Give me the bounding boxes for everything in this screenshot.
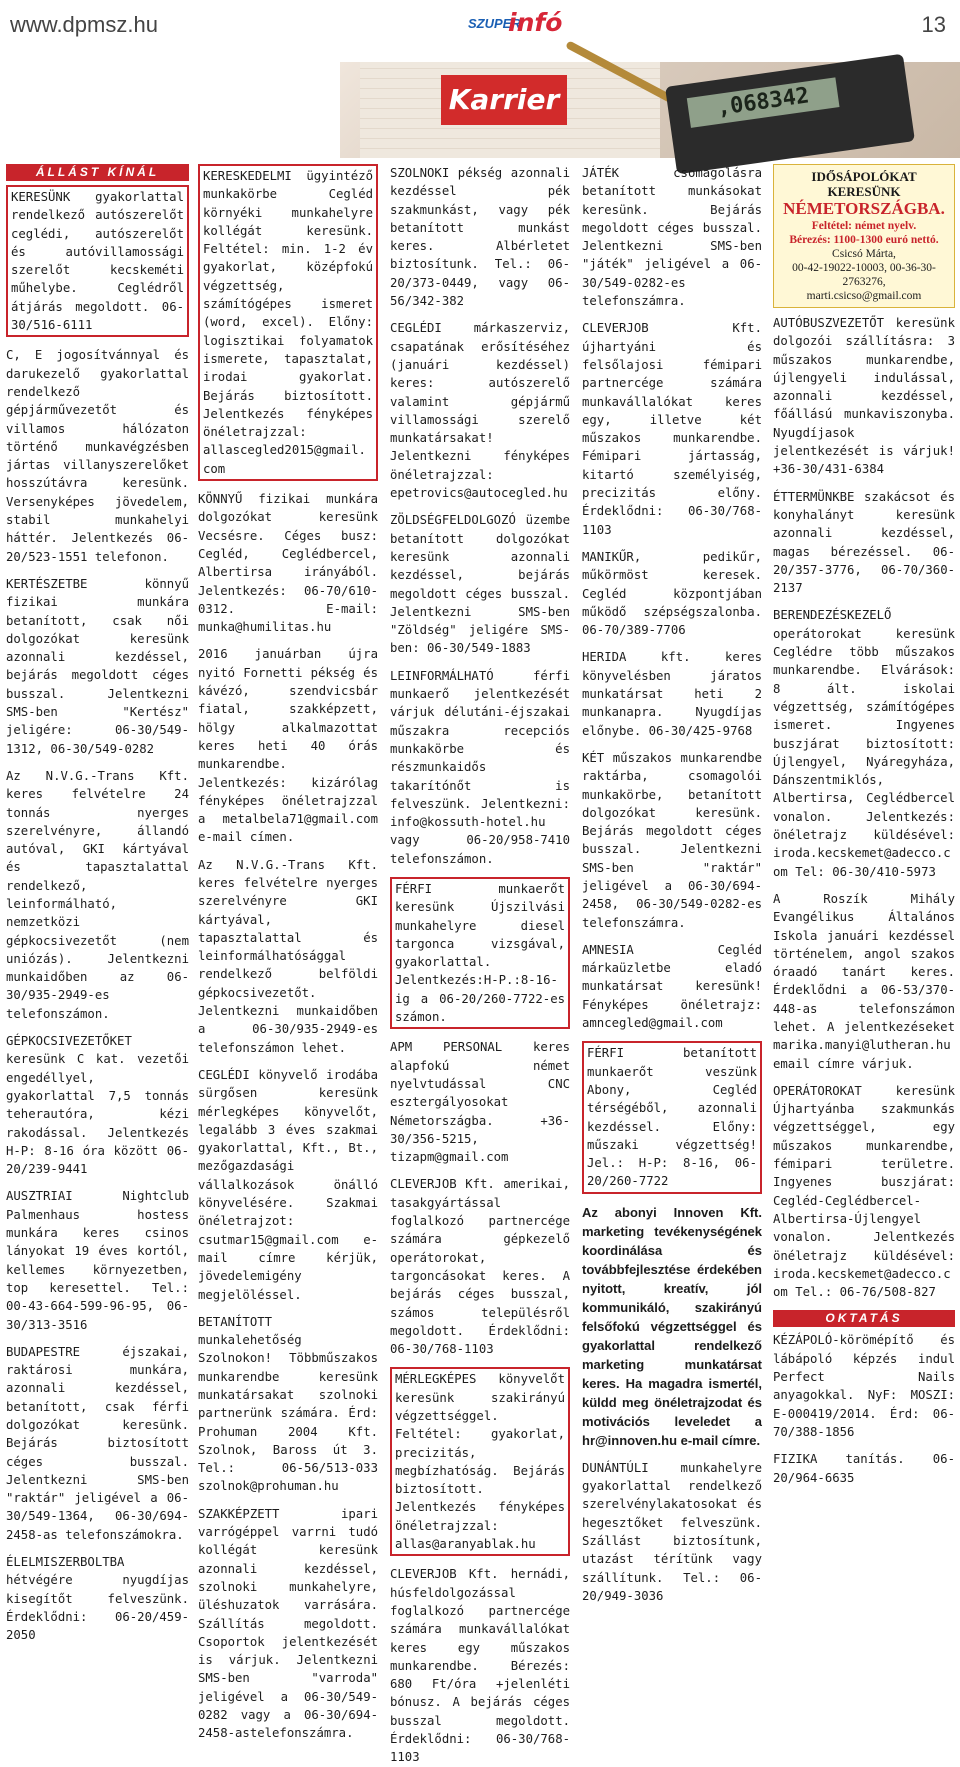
promo-condition: Feltétel: német nyelv.: [811, 220, 917, 232]
classified-ad: BUDAPESTRE éjszakai, raktárosi munkára, azonnali kezdéssel, betanított, csak férfi dolgozókat keresünk. Bejárás biztosított céges busszal. Jelentkezni SMS-ben "raktár" jeligével a 06-30/549-1364, 06-30/694-2458-as telefonszámokra.: [6, 1344, 189, 1542]
promo-contact-name: Csicsó Márta,: [832, 248, 896, 260]
column-2: [198, 164, 378, 1741]
promo-contact-email: marti.csicso@gmail.com: [806, 290, 922, 302]
brand-logo: [468, 8, 563, 38]
site-url[interactable]: www.dpmsz.hu: [10, 12, 158, 37]
classified-ad: APM PERSONAL keres alapfokú német nyelvtudással CNC esztergályosokat Németországba. +36-30/356-5215, tizapm@gmail.com: [390, 1040, 570, 1165]
classified-ad: CEGLÉDI könyvelő irodába sürgősen keresünk mérlegképes könyvelőt, legalább 3 éves szakmai gyakorlattal, Kft., Bt., mezőgazdasági vállalkozások önálló könyvelésére. Szakmai önéletrajzot: csutmar15@gmail.com e-mail címre kérjük, jövedelemigény megjelöléssel.: [198, 1067, 378, 1302]
section-banner-image: [340, 62, 960, 158]
page-header: [0, 0, 960, 50]
classified-ad: KERESKEDELMI ügyintéző munkakörbe Cegléd környéki munkahelyre kollégát keresünk. Feltétel: min. 1-2 év gyakorlat, középfokú végzettség, számítógépes ismeret (word, excel). Előny: logisztikai folyamatok ismerete, tapasztalat, irodai gyakorlat. Bejárás biztosított. Jelentkezés fényképes önéletrajzzal: allascegled2015@gmail.com: [198, 164, 378, 481]
promo-contact-phones: 00-42-19022-10003, 00-36-30-2763276,: [792, 262, 936, 288]
classified-ad: KÉT műszakos munkarendbe raktárba, csomagolói munkakörbe, betanított dolgozókat keresünk. Bejárás megoldott céges busszal. Jelentkezni SMS-ben "raktár" jeligével a 06-30/694-2458, 06-30/549-0282-es telefonszámra.: [582, 750, 762, 930]
classified-ad-featured: Az abonyi Innoven Kft. marketing tevékenységének koordinálása és továbbfejlesztése érdekében nyitott, kreatív, jól kommunikáló, szakirányú felsőfokú végzettséggel és gyakorlattal rendelkező marketing munkatársat keres. Ha magadra ismertél, küldd meg önéletrajzodat és motivációs leveledet a hr@innoven.hu e-mail címre.: [582, 1204, 762, 1448]
classified-ad: Az N.V.G.-Trans Kft. keres felvételre nyerges szerelvényre GKI kártyával, tapasztalattal és leinformálhatósággal rendelkező belföldi gépkocsivezetőt. Jelentkezni munkaidőben a 06-30/935-2949-es telefonszámon lehet.: [198, 857, 378, 1055]
classified-ad: ÉLELMISZERBOLTBA hétvégére nyugdíjas kisegítőt felveszünk. Érdeklődni: 06-20/459-2050: [6, 1555, 189, 1643]
calculator-display: ,068342: [687, 77, 840, 128]
classified-ad: C, E jogosítvánnyal és darukezelő gyakorlattal rendelkező gépjárművezetőt és villamos hálózaton történő munkavégzésben jártas villanyszerelőket hosszútávra keresünk. Versenyképes jövedelem, stabil munkahelyi háttér. Jelentkezés 06-20/523-1551 telefonon.: [6, 348, 189, 564]
classified-ad: ÉTTERMÜNKBE szakácsot és konyhalányt keresünk azonnali kezdéssel, magas bérezéssel. 06-20/357-3776, 06-70/360-2137: [773, 489, 955, 596]
classified-ad: 2016 januárban újra nyitó Fornetti pékség és kávézó, szendvicsbár fiatal, szakképzett, hölgy alkalmazottat keres heti 40 órás munkarendbe. Jelentkezés: kizárólag fényképes önéletrajzzal a metalbela71@gmail.com e-mail címen.: [198, 647, 378, 845]
promo-country: NÉMETORSZÁGBA.: [783, 199, 945, 218]
page-number: 13: [921, 12, 946, 37]
column-3: [390, 164, 570, 1765]
category-heading-oktatas: OKTATÁS: [773, 1310, 955, 1327]
classified-ad: BETANÍTOTT munkalehetőség Szolnokon! Többműszakos munkarendbe keresünk munkatársakat szolnoki partnerünk számára. Érd: Prohuman 2004 Kft. Szolnok, Baross út 3. Tel.: 06-56/513-033 szolnok@prohuman.hu: [198, 1314, 378, 1494]
classified-ad: MANIKŰR, pedikűr, műkörmöst keresek. Cegléd központjában működő szépségszalonba. 06-70/389-7706: [582, 549, 762, 638]
classified-ad: AMNESIA Cegléd márkaüzletbe eladó munkatársat keresünk! Fényképes önéletrajz: amncegled@gmail.com: [582, 942, 762, 1031]
classified-ad: SZAKKÉPZETT ipari varrógéppel varrni tudó kollégát keresünk azonnali kezdéssel, szolnoki munkahelyre, üléshuzatok varrására. Szállítás megoldott. Csoportok jelentkezését is várjuk. Jelentkezni SMS-ben "varroda" jeligével a 06-30/549-0282 vagy a 06-30/694-2458-astelefonszámra.: [198, 1506, 378, 1741]
promo-pay: Bérezés: 1100-1300 euró nettó.: [789, 234, 939, 246]
classified-ad: CEGLÉDI márkaszerviz, csapatának erősítéséhez (januári kezdéssel) keres: autószerelő valamint gépjármű villamossági szerelő munkatársakat! Jelentkezni fényképes önéletrajzzal: epetrovics@autocegled.hu: [390, 321, 570, 501]
promo-title: IDŐSÁPOLÓKAT KERESÜNK: [811, 169, 917, 199]
section-title-box: [441, 75, 567, 125]
classified-ad: GÉPKOCSIVEZETŐKET keresünk C kat. vezetői engedéllyel, gyakorlattal 7,5 tonnás teherautóra, kézi rakodással. Jelentkezés H-P: 8-16 óra között 06-20/239-9441: [6, 1034, 189, 1177]
classified-ad: KERTÉSZETBE könnyű fizikai munkára betanított, csak női dolgozókat keresünk azonnali kezdéssel, bejárás megoldott céges busszal. Jelentkezni SMS-ben "Kertész" jeligére: 06-30/549-1312, 06-30/549-0282: [6, 576, 189, 756]
classified-ad: KERESÜNK gyakorlattal rendelkező autószerelőt ceglédi, autószerelőt és autóvillamossági szerelőt kecskeméti műhelybe. Ceglédről átjárás megoldott. 06-30/516-6111: [6, 185, 189, 337]
classified-ad: OPERÁTOROKAT keresünk Újhartyánba szakmunkás végzettséggel, egy műszakos munkarendbe, fémipari területre. Ingyenes buszjárat: Cegléd-Ceglédbercel-Albertirsa-Újlengyel vonalon. Jelentkezés önéletrajz küldésével: iroda.kecskemet@adecco.com Tel.: 06-76/508-827: [773, 1083, 955, 1300]
classified-ad: AUTÓBUSZVEZETŐT keresünk dolgozói szállításra: 3 műszakos munkarendbe, újlengyeli indulással, azonnali kezdéssel, főállású munkaviszonyba. Nyugdíjasok jelentkezését is várjuk! +36-30/431-6384: [773, 316, 955, 477]
category-heading-allast-kinal: ÁLLÁST KÍNÁL: [6, 164, 189, 181]
classified-ad: SZOLNOKI pékség azonnali kezdéssel pék szakmunkást, vagy pék betanított munkást keres. Albérletet biztosítunk. Tel.: 06-20/373-0449, vagy 06-56/342-382: [390, 166, 570, 309]
column-4: [582, 164, 762, 1603]
classified-ad: KÖNNYŰ fizikai munkára dolgozókat keresünk Vecsésre. Céges busz: Cegléd, Ceglédbercel, Albertirsa irányából. Jelentkezés: 06-70/610-0312. E-mail: munka@humilitas.hu: [198, 492, 378, 635]
classified-ad: ZÖLDSÉGFELDOLGOZÓ üzembe betanított dolgozókat keresünk azonnali kezdéssel, bejárás megoldott céges busszal. Jelentkezni SMS-ben "Zöldség" jeligére SMS-ben: 06-30/549-1883: [390, 513, 570, 656]
classified-ad: AUSZTRIAI Nightclub Palmenhaus hostess munkára keres csinos lányokat 19 éves kortól, kellemes környezetben, top keresettel. Tel.: 00-43-664-599-96-95, 06-30/313-3516: [6, 1189, 189, 1332]
classified-ad: JÁTÉK csomagolásra betanított munkásokat keresünk. Bejárás megoldott céges busszal. Jelentkezni SMS-ben "játék" jeligével a 06-30/549-0282-es telefonszámra.: [582, 166, 762, 309]
classified-ad: BERENDEZÉSKEZELŐ operátorokat keresünk Ceglédre több műszakos munkarendbe. Elvárások: 8 ált. iskolai végzettség, számítógépes ismeret. Ingyenes buszjárat biztosított: Újlengyel, Nyáregyháza, Dánszentmiklós, Albertirsa, Ceglédbercel vonalon. Jelentkezés: önéletrajz küldésével: iroda.kecskemet@adecco.com Tel: 06-30/410-5973: [773, 608, 955, 879]
column-5: [773, 164, 955, 1485]
classified-ad: FÉRFI betanított munkaerőt veszünk Abony, Cegléd térségéből, azonnali kezdéssel. Előny: műszaki végzettség! Jel.: H-P: 8-16, 06-20/260-7722: [582, 1041, 762, 1193]
classified-ad: HERIDA kft. keres könyvelésben járatos munkatársat heti 2 munkanapra. Nyugdíjas előnybe. 06-30/425-9768: [582, 650, 762, 738]
classified-ad: LEINFORMÁLHATÓ férfi munkaerő jelentkezését várjuk délutáni-éjszakai műszakra recepciós munkakörbe és részmunkaidős takarítónőt is felveszünk. Jelentkezni: info@kossuth-hotel.hu vagy 06-20/958-7410 telefonszámon.: [390, 668, 570, 866]
classified-ad: MÉRLEGKÉPES könyvelőt keresünk szakirányú végzettséggel. Feltétel: gyakorlat, precizitás, megbízhatóság. Bejárás biztosított. Jelentkezés fényképes önéletrajzzal: allas@aranyablak.hu: [390, 1367, 570, 1556]
classified-ad: KÉZÁPOLÓ-körömépítő és lábápoló képzés indul Perfect Nails anyagokkal. NyF: MOSZI: E-000419/2014. Érd: 06-70/388-1856: [773, 1333, 955, 1439]
calculator-image: [665, 54, 915, 175]
classified-ad: CLEVERJOB Kft. újhartyáni és felsőlajosi fémipari partnercége számára munkavállalókat keres egy, illetve két műszakos munkarendbe. Fémipari jártasság, kitartó személyiség, precizitás előny. Érdeklődni: 06-30/768-1103: [582, 321, 762, 537]
brand-szuper-text: SZUPER: [468, 16, 521, 31]
classified-ad: CLEVERJOB Kft. hernádi, húsfeldolgozással foglalkozó partnercége számára munkavállalókat keres egy műszakos munkarendbe. Bérezés: 680 Ft/óra +jelenléti bónusz. A bejárás céges busszal megoldott. Érdeklődni: 06-30/768-1103: [390, 1567, 570, 1765]
column-1: [6, 164, 189, 1643]
classified-ad: CLEVERJOB Kft. amerikai, tasakgyártással foglalkozó partnercége számára gépkezelő operátorokat, targoncásokat keres. A bejárás céges busszal, számos településről megoldott. Érdeklődni: 06-30/768-1103: [390, 1177, 570, 1357]
classified-ad: DUNÁNTÚLI munkahelyre gyakorlattal rendelkező szerelvénylakatosokat és hegesztőket felveszünk. Szállást biztosítunk, utazást térítünk vagy szállítunk. Tel.: 06-20/949-3036: [582, 1460, 762, 1603]
classified-ad: A Roszík Mihály Evangélikus Általános Iskola januári kezdéssel történelem, angol szakos óraadó tanárt keres. Érdeklődni a 06-53/370-448-as telefonszámon lehet. A jelentkezéseket marika.manyi@lutheran.hu email címre várjuk.: [773, 891, 955, 1071]
classified-ad: Az N.V.G.-Trans Kft. keres felvételre 24 tonnás nyerges szerelvényre, állandó autóval, GKI kártyával és tapasztalattal rendelkező, leinformálható, nemzetközi gépkocsivezetőt (nem uniózás). Jelentkezni munkaidőben az 06-30/935-2949-es telefonszámon.: [6, 768, 189, 1021]
promo-box-idosapolok: [773, 164, 955, 308]
brand-info-text: infó: [508, 8, 563, 37]
classified-ad: FÉRFI munkaerőt keresünk Újszilvási munkahelyre diesel targonca vizsgával, gyakorlattal. Jelentkezés:H-P.:8-16-ig a 06-20/260-7722-es számon.: [390, 877, 570, 1029]
section-title: Karrier: [448, 83, 560, 116]
classified-ad: FIZIKA tanítás. 06-20/964-6635: [773, 1452, 955, 1485]
